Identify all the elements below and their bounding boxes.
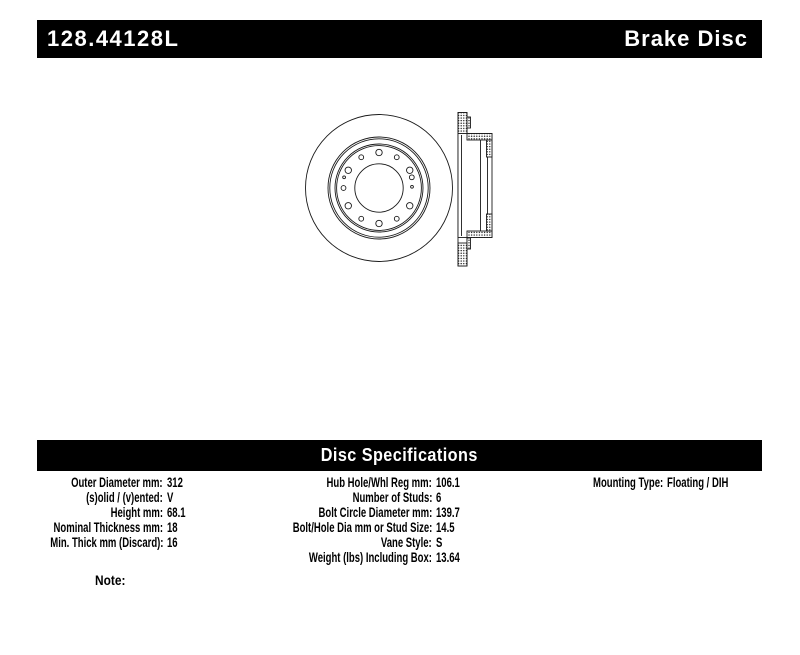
spec-value: 139.7 [436, 504, 460, 520]
spec-row [0, 505, 800, 520]
spec-label: Height mm: [110, 504, 163, 520]
spec-label: Outer Diameter mm: [71, 474, 163, 490]
spec-row [0, 520, 800, 535]
spec-row [0, 550, 800, 565]
spec-value: Floating / DIH [667, 474, 729, 490]
note-label: Note: [95, 572, 126, 588]
spec-value: 106.1 [436, 474, 460, 490]
spec-row [0, 535, 800, 550]
spec-value: 312 [167, 474, 183, 490]
spec-label: (s)olid / (v)ented: [86, 489, 163, 505]
spec-label: Hub Hole/Whl Reg mm: [326, 474, 432, 490]
spec-value: 68.1 [167, 504, 186, 520]
spec-label: Number of Studs: [352, 489, 432, 505]
spec-row [0, 490, 800, 505]
spec-value: 13.64 [436, 549, 460, 565]
spec-label: Min. Thick mm (Discard): [49, 534, 163, 550]
product-title: Brake Disc [624, 26, 748, 51]
spec-value: 14.5 [436, 519, 455, 535]
brake-disc-cross-section-view [458, 113, 492, 267]
section-bar [37, 440, 762, 471]
brake-disc-front-view [306, 115, 453, 262]
section-title: Disc Specifications [320, 445, 479, 465]
spec-value: 6 [436, 489, 442, 505]
spec-label: Vane Style: [381, 534, 432, 550]
spec-label: Bolt Circle Diameter mm: [318, 504, 432, 520]
spec-value: 16 [167, 534, 178, 550]
spec-row [0, 475, 800, 490]
spec-label: Nominal Thickness mm: [53, 519, 163, 535]
spec-value: S [436, 534, 443, 550]
spec-value: 18 [167, 519, 178, 535]
spec-label: Bolt/Hole Dia mm or Stud Size: [292, 519, 432, 535]
spec-label: Weight (lbs) Including Box: [308, 549, 432, 565]
part-number: 128.44128L [47, 26, 180, 51]
spec-value: V [167, 489, 174, 505]
spec-label: Mounting Type: [592, 474, 663, 490]
